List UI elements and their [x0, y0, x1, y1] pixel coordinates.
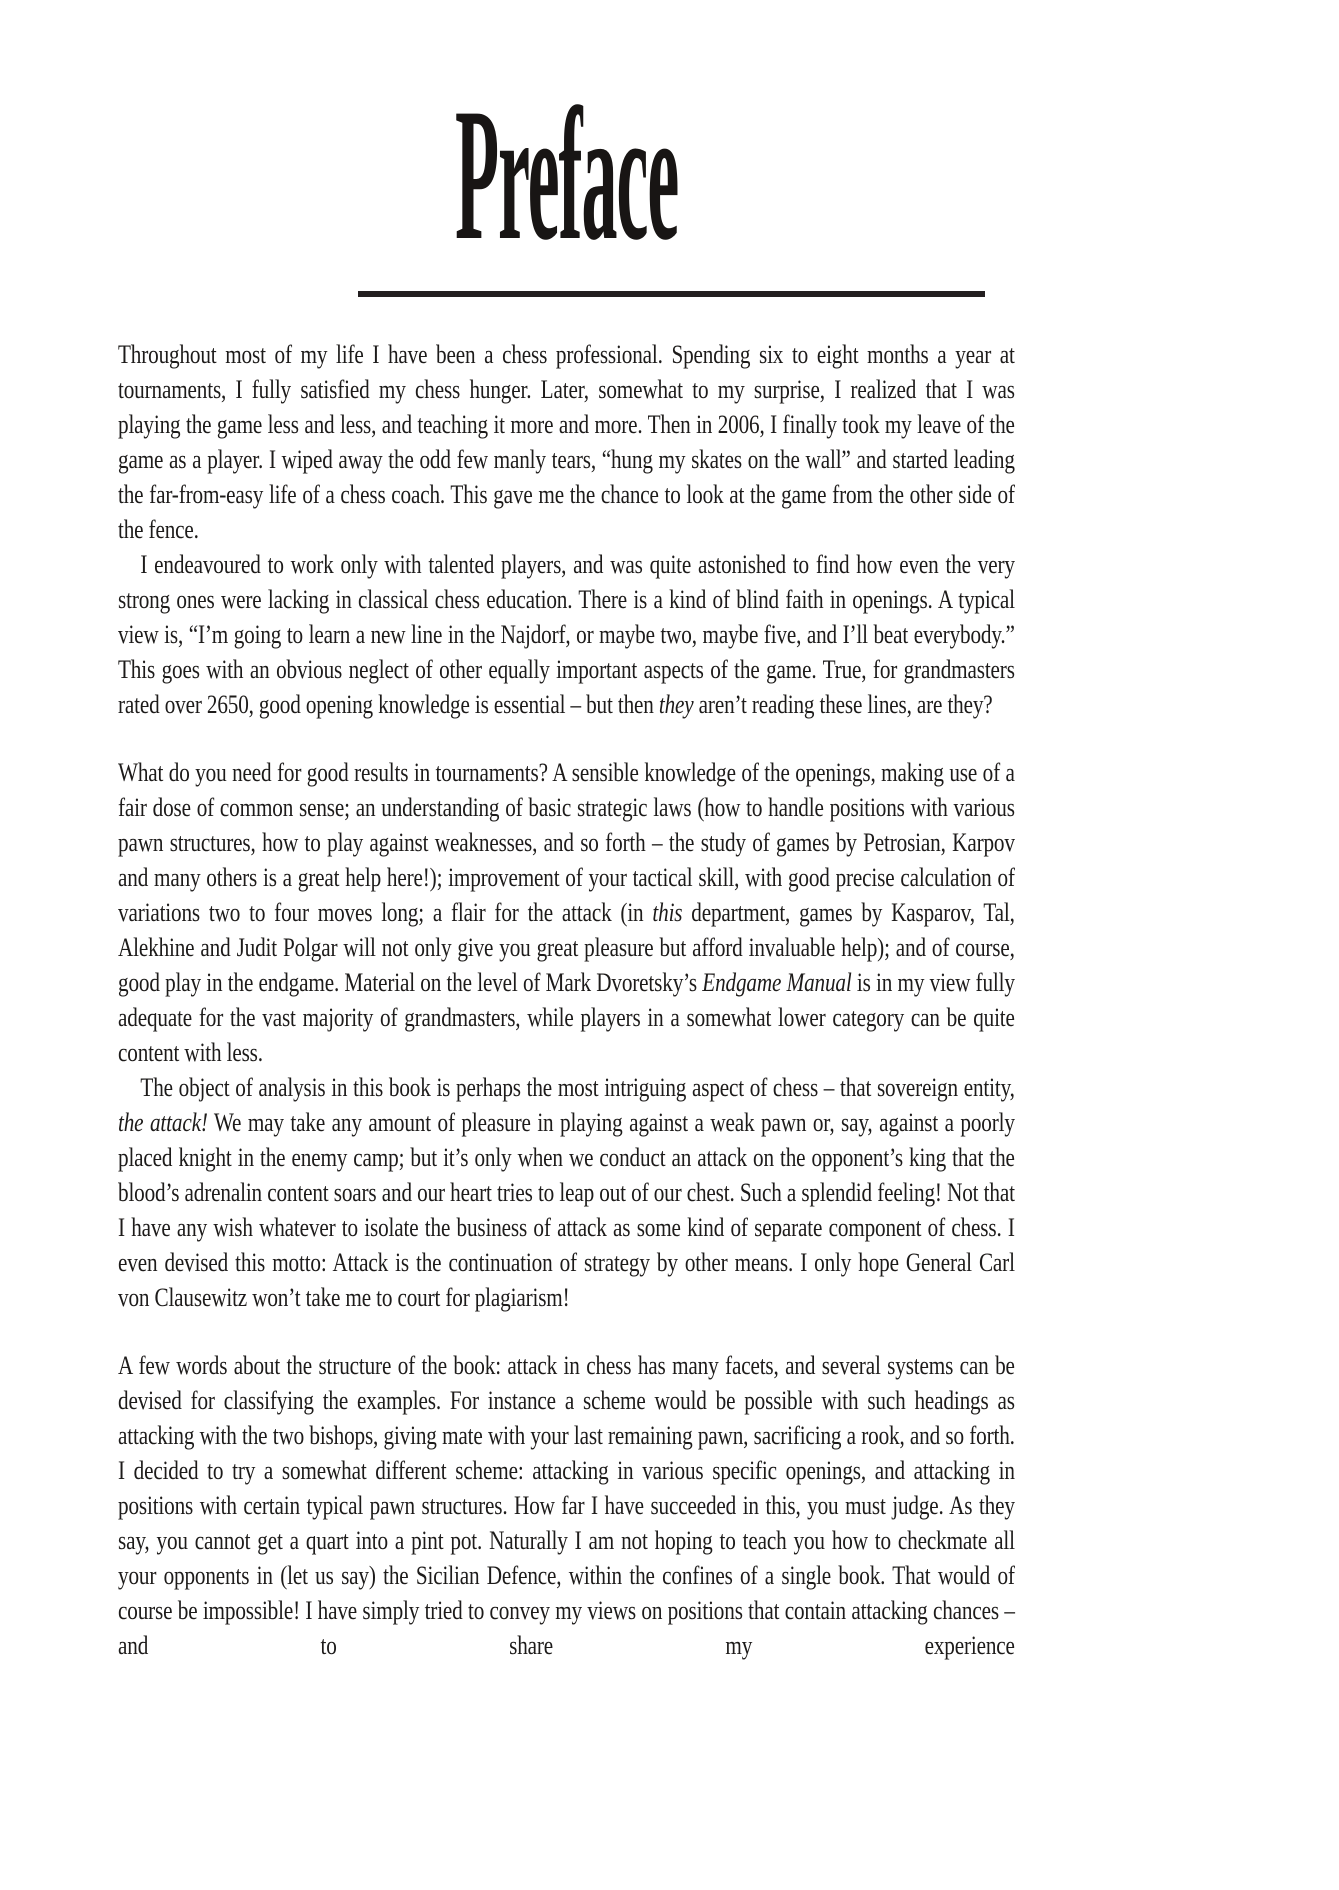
- preface-body-text: [118, 337, 1015, 1663]
- paragraph-1: [118, 337, 1015, 547]
- page-title: [118, 70, 1015, 280]
- paragraph-4: [118, 1070, 1015, 1315]
- text-run: What do you need for good results in tournaments? A sensible knowledge of the openings, making use of a fair dose of common sense; an understanding of basic strategic laws (how to handle positions with various pawn structures, how to play against weaknesses, and so forth – the study of games by Petrosian, Karpov and many others is a great help here!); improvement of your tactical skill, with good precise calculation of variations two to four moves long; a flair for the attack (in: [118, 757, 1015, 927]
- text-run: The object of analysis in this book is perhaps the most intriguing aspect of chess – that sovereign entity,: [140, 1072, 1015, 1102]
- italic-text-run: they: [658, 689, 694, 719]
- text-run: I endeavoured to work only with talented players, and was quite astonished to find how even the very strong ones were lacking in classical chess education. There is a kind of blind faith in openings. A typical view is, “I’m going to learn a new line in the Najdorf, or maybe two, maybe five, and I’ll beat everybody.” This goes with an obvious neglect of other equally important aspects of the game. True, for grandmasters rated over 2650, good opening knowledge is essential – but then: [118, 549, 1015, 719]
- italic-text-run: Endgame Manual: [702, 967, 852, 997]
- text-run: department, games by Kasparov, Tal, Alekhine and Judit Polgar will not only give you great pleasure but afford invaluable help); and of course, good play in the endgame. Material on the level of Mark Dvoretsky’s: [118, 897, 1015, 997]
- text-run: Throughout most of my life I have been a chess professional. Spending six to eight months a year at tournaments, I fully satisfied my chess hunger. Later, somewhat to my surprise, I realized that I was playing the game less and less, and teaching it more and more. Then in 2006, I finally took my leave of the game as a player. I wiped away the odd few manly tears, “hung my skates on the wall” and started leading the far-from-easy life of a chess coach. This gave me the chance to look at the game from the other side of the fence.: [118, 339, 1015, 544]
- italic-text-run: the attack!: [118, 1107, 208, 1137]
- text-run: aren’t reading these lines, are they?: [693, 689, 993, 719]
- paragraph-5: [118, 1348, 1015, 1663]
- italic-text-run: this: [652, 897, 683, 927]
- text-run: is in my view fully adequate for the vast majority of grandmasters, while players in a somewhat lower category can be quite content with less.: [118, 967, 1015, 1067]
- paragraph-3: [118, 755, 1015, 1070]
- text-run: A few words about the structure of the book: attack in chess has many facets, and several systems can be devised for classifying the examples. For instance a scheme would be possible with such headings as attacking with the two bishops, giving mate with your last remaining pawn, sacrificing a rook, and so forth. I decided to try a somewhat different scheme: attacking in various specific openings, and attacking in positions with certain typical pawn structures. How far I have succeeded in this, you must judge. As they say, you cannot get a quart into a pint pot. Naturally I am not hoping to teach you how to checkmate all your opponents in (let us say) the Sicilian Defence, within the confines of a single book. That would of course be impossible! I have simply tried to convey my views on positions that contain attacking chances – and to share my experience: [118, 1350, 1015, 1660]
- paragraph-2: [118, 547, 1015, 722]
- title-rule: [358, 291, 985, 297]
- page-header: [118, 0, 1015, 297]
- text-run: We may take any amount of pleasure in playing against a weak pawn or, say, against a poorly placed knight in the enemy camp; but it’s only when we conduct an attack on the opponent’s king that the blood’s adrenalin content soars and our heart tries to leap out of our chest. Such a splendid feeling! Not that I have any wish whatever to isolate the business of attack as some kind of separate component of chess. I even devised this motto: Attack is the continuation of strategy by other means. I only hope General Carl von Clausewitz won’t take me to court for plagiarism!: [118, 1107, 1015, 1312]
- page-title-text: Preface: [454, 70, 679, 280]
